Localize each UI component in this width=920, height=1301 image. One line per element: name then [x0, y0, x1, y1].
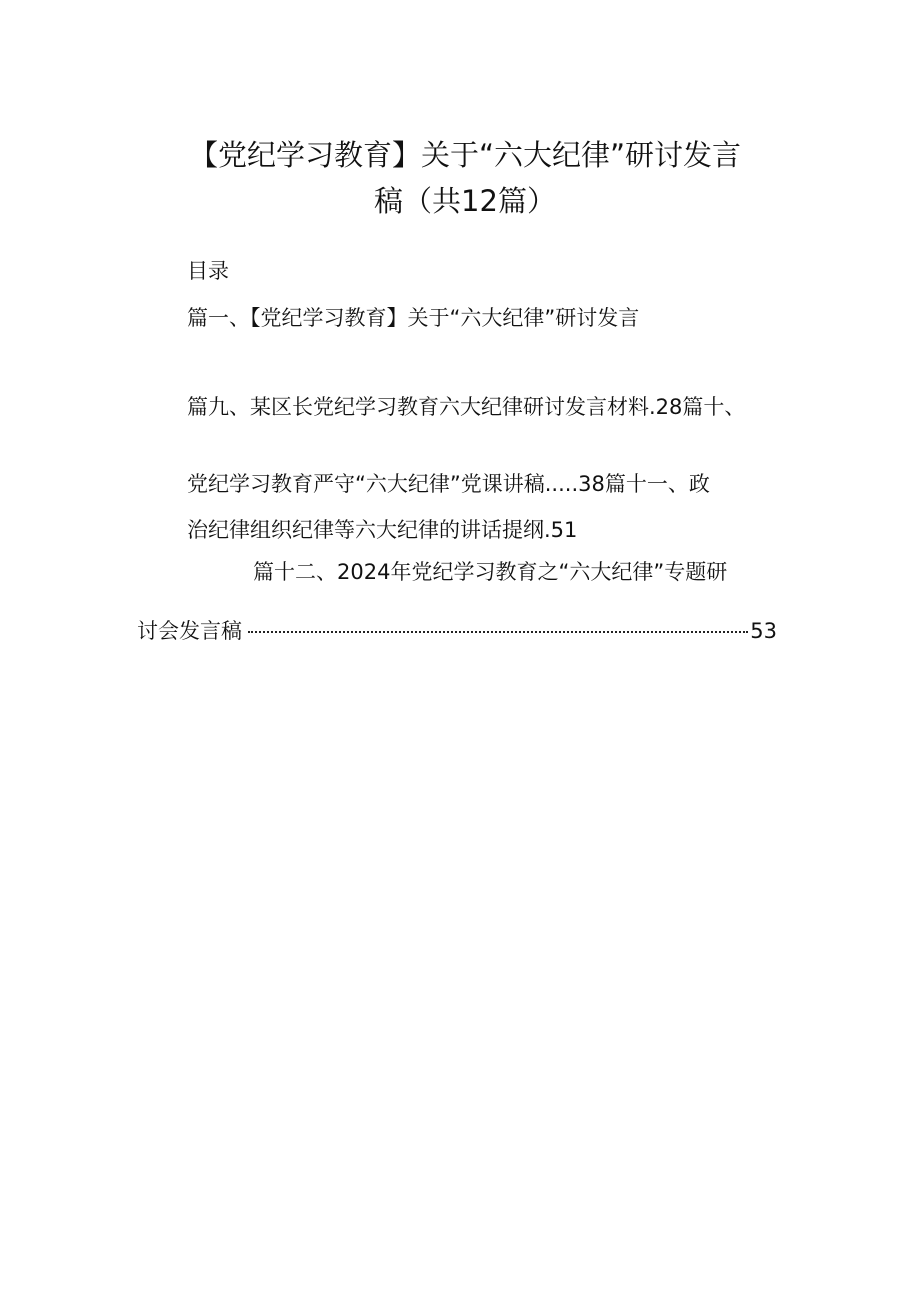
toc-dot-leader: [248, 631, 748, 633]
toc-entry-12-line-2[interactable]: [137, 617, 777, 645]
toc-entry-12-line-1[interactable]: 篇十二、2024年党纪学习教育之“六大纪律”专题研: [253, 560, 728, 584]
toc-paragraph-line-3[interactable]: 治纪律组织纪律等六大纪律的讲话提纲.51: [187, 518, 578, 542]
toc-heading: 目录: [187, 259, 229, 283]
toc-entry-1[interactable]: 篇一、【党纪学习教育】关于“六大纪律”研讨发言: [187, 306, 640, 330]
toc-entry-12-page-number: 53: [750, 619, 777, 643]
document-title-line-1: 【党纪学习教育】关于“六大纪律”研讨发言: [188, 138, 742, 172]
toc-entry-12-text: 讨会发言稿: [137, 619, 242, 643]
toc-paragraph-line-1[interactable]: 篇九、某区长党纪学习教育六大纪律研讨发言材料.28篇十、: [187, 395, 746, 419]
document-title-line-2: 稿（共12篇）: [374, 184, 556, 218]
toc-paragraph-line-2[interactable]: 党纪学习教育严守“六大纪律”党课讲稿.....38篇十一、政: [187, 472, 710, 496]
